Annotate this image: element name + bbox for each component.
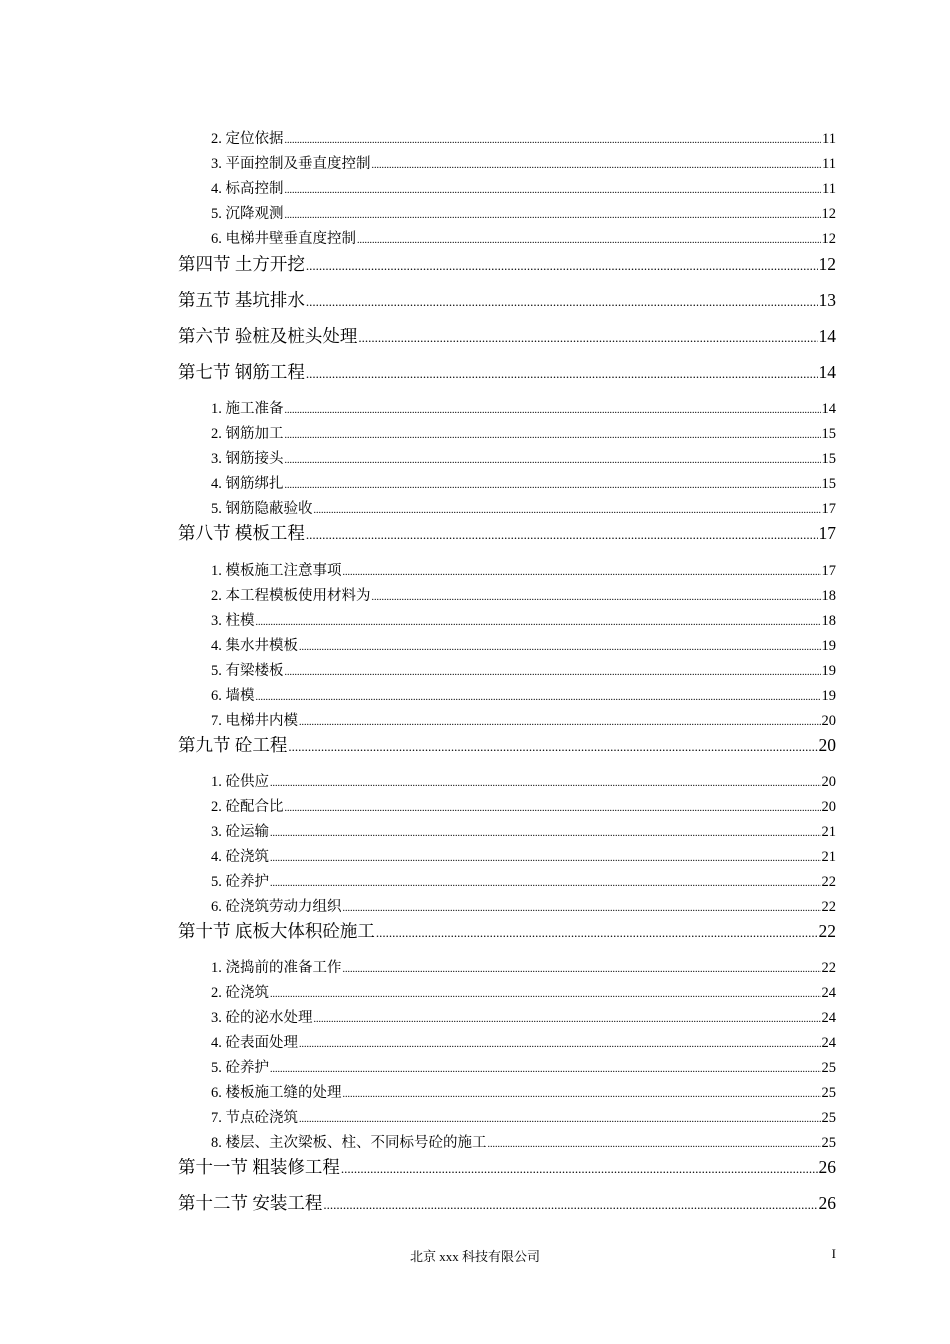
toc-entry-page: 24: [821, 1010, 836, 1026]
toc-dot-leader: [285, 206, 821, 223]
toc-dot-leader: [372, 156, 822, 173]
toc-sub-entry[interactable]: [211, 634, 836, 656]
toc-entry-title: 1. 浇捣前的准备工作: [211, 960, 342, 976]
toc-dot-leader: [285, 799, 821, 816]
toc-sub-entry[interactable]: [211, 770, 836, 792]
toc-section-entry[interactable]: [178, 323, 836, 349]
toc-entry-title: 第九节 砼工程: [178, 735, 288, 755]
toc-entry-page: 26: [818, 1193, 836, 1213]
toc-dot-leader: [285, 476, 821, 493]
toc-dot-leader: [270, 774, 821, 791]
toc-entry-page: 24: [821, 1035, 836, 1051]
footer-company: 北京 xxx 科技有限公司: [409, 1249, 540, 1264]
toc-sub-entry[interactable]: [211, 609, 836, 631]
toc-entry-page: 22: [821, 960, 836, 976]
toc-sub-entry[interactable]: [211, 709, 836, 731]
toc-entry-title: 3. 柱模: [211, 613, 255, 629]
toc-entry-title: 2. 钢筋加工: [211, 426, 284, 442]
toc-dot-leader: [357, 231, 821, 248]
toc-section-entry[interactable]: [178, 1154, 836, 1180]
toc-dot-leader: [285, 131, 822, 148]
toc-entry-page: 25: [821, 1060, 836, 1076]
toc-sub-entry[interactable]: [211, 845, 836, 867]
toc-sub-entry[interactable]: [211, 447, 836, 469]
toc-sub-entry[interactable]: [211, 1131, 836, 1153]
toc-entry-page: 22: [821, 874, 836, 890]
toc-sub-entry[interactable]: [211, 397, 836, 419]
toc-dot-leader: [299, 1110, 821, 1127]
toc-sub-entry[interactable]: [211, 870, 836, 892]
toc-entry-title: 6. 砼浇筑劳动力组织: [211, 899, 342, 915]
toc-dot-leader: [270, 849, 821, 866]
footer-page-number: I: [831, 1246, 836, 1261]
toc-dot-leader: [488, 1135, 821, 1152]
toc-sub-entry[interactable]: [211, 981, 836, 1003]
toc-entry-title: 7. 节点砼浇筑: [211, 1110, 298, 1126]
toc-entry-title: 6. 楼板施工缝的处理: [211, 1085, 342, 1101]
toc-dot-leader: [299, 713, 821, 730]
toc-dot-leader: [285, 426, 821, 443]
toc-entry-page: 21: [821, 824, 836, 840]
toc-entry-title: 3. 砼运输: [211, 824, 269, 840]
toc-entry-title: 第七节 钢筋工程: [178, 362, 305, 382]
toc-sub-entry[interactable]: [211, 177, 836, 199]
toc-sub-entry[interactable]: [211, 497, 836, 519]
toc-entry-page: 20: [821, 774, 836, 790]
toc-dot-leader: [270, 824, 821, 841]
toc-entry-page: 19: [821, 688, 836, 704]
toc-dot-leader: [299, 1035, 821, 1052]
toc-entry-page: 25: [821, 1135, 836, 1151]
toc-section-entry[interactable]: [178, 287, 836, 313]
toc-entry-page: 25: [821, 1110, 836, 1126]
toc-entry-page: 26: [818, 1157, 836, 1177]
toc-sub-entry[interactable]: [211, 227, 836, 249]
toc-entry-page: 21: [821, 849, 836, 865]
toc-entry-title: 4. 砼表面处理: [211, 1035, 298, 1051]
toc-entry-page: 18: [821, 613, 836, 629]
toc-dot-leader: [270, 874, 821, 891]
toc-entry-title: 4. 标高控制: [211, 181, 284, 197]
toc-dot-leader: [323, 1193, 817, 1214]
toc-dot-leader: [343, 960, 821, 977]
toc-entry-page: 20: [818, 735, 836, 755]
toc-sub-entry[interactable]: [211, 584, 836, 606]
toc-section-entry[interactable]: [178, 1190, 836, 1216]
toc-dot-leader: [372, 588, 821, 605]
toc-dot-leader: [288, 735, 817, 756]
toc-sub-entry[interactable]: [211, 152, 836, 174]
toc-entry-title: 6. 电梯井壁垂直度控制: [211, 231, 356, 247]
toc-entry-page: 17: [818, 523, 836, 543]
toc-dot-leader: [314, 1010, 821, 1027]
toc-entry-title: 2. 本工程模板使用材料为: [211, 588, 371, 604]
toc-entry-page: 12: [821, 231, 836, 247]
toc-entry-page: 20: [821, 713, 836, 729]
toc-entry-page: 19: [821, 638, 836, 654]
toc-sub-entry[interactable]: [211, 559, 836, 581]
toc-sub-entry[interactable]: [211, 202, 836, 224]
toc-sub-entry[interactable]: [211, 422, 836, 444]
toc-entry-title: 2. 定位依据: [211, 131, 284, 147]
toc-dot-leader: [299, 638, 821, 655]
toc-entry-title: 7. 电梯井内模: [211, 713, 298, 729]
toc-entry-title: 第十节 底板大体积砼施工: [178, 921, 375, 941]
toc-entry-page: 17: [821, 501, 836, 517]
toc-sub-entry[interactable]: [211, 1056, 836, 1078]
toc-entry-title: 1. 砼供应: [211, 774, 269, 790]
toc-entry-title: 8. 楼层、主次梁板、柱、不同标号砼的施工: [211, 1135, 487, 1151]
toc-entry-page: 11: [822, 181, 836, 197]
toc-dot-leader: [256, 613, 821, 630]
toc-sub-entry[interactable]: [211, 684, 836, 706]
toc-sub-entry[interactable]: [211, 956, 836, 978]
toc-entry-title: 4. 钢筋绑扎: [211, 476, 284, 492]
toc-sub-entry[interactable]: [211, 820, 836, 842]
toc-entry-title: 5. 沉降观测: [211, 206, 284, 222]
toc-entry-title: 2. 砼浇筑: [211, 985, 269, 1001]
toc-sub-entry[interactable]: [211, 1106, 836, 1128]
toc-sub-entry[interactable]: [211, 127, 836, 149]
toc-entry-page: 11: [822, 131, 836, 147]
toc-entry-page: 14: [818, 362, 836, 382]
toc-dot-leader: [343, 899, 821, 916]
toc-entry-page: 18: [821, 588, 836, 604]
toc-entry-title: 第十一节 粗装修工程: [178, 1157, 340, 1177]
toc-entry-title: 5. 有梁楼板: [211, 663, 284, 679]
toc-entry-title: 5. 砼养护: [211, 1060, 269, 1076]
toc-entry-title: 1. 施工准备: [211, 401, 284, 417]
toc-sub-entry[interactable]: [211, 895, 836, 917]
toc-entry-title: 第十二节 安装工程: [178, 1193, 323, 1213]
toc-entry-page: 12: [821, 206, 836, 222]
toc-entry-title: 3. 钢筋接头: [211, 451, 284, 467]
toc-dot-leader: [358, 326, 817, 347]
toc-sub-entry[interactable]: [211, 1031, 836, 1053]
toc-entry-title: 6. 墙模: [211, 688, 255, 704]
toc-entry-title: 3. 平面控制及垂直度控制: [211, 156, 371, 172]
toc-entry-title: 3. 砼的泌水处理: [211, 1010, 313, 1026]
toc-entry-page: 15: [821, 426, 836, 442]
toc-sub-entry[interactable]: [211, 472, 836, 494]
toc-dot-leader: [270, 1060, 821, 1077]
toc-dot-leader: [285, 401, 821, 418]
toc-entry-page: 15: [821, 451, 836, 467]
toc-entry-page: 19: [821, 663, 836, 679]
toc-section-entry[interactable]: [178, 918, 836, 944]
toc-entry-page: 14: [821, 401, 836, 417]
toc-dot-leader: [306, 362, 818, 383]
toc-dot-leader: [343, 1085, 821, 1102]
toc-entry-page: 25: [821, 1085, 836, 1101]
toc-entry-page: 15: [821, 476, 836, 492]
toc-dot-leader: [285, 451, 821, 468]
toc-section-entry[interactable]: [178, 359, 836, 385]
toc-sub-entry[interactable]: [211, 1006, 836, 1028]
toc-dot-leader: [314, 501, 821, 518]
toc-entry-page: 11: [822, 156, 836, 172]
toc-sub-entry[interactable]: [211, 659, 836, 681]
toc-dot-leader: [376, 921, 818, 942]
toc-entry-page: 14: [818, 326, 836, 346]
toc-section-entry[interactable]: [178, 251, 836, 277]
toc-entry-page: 22: [821, 899, 836, 915]
toc-dot-leader: [270, 985, 821, 1002]
toc-sub-entry[interactable]: [211, 795, 836, 817]
toc-dot-leader: [343, 563, 821, 580]
toc-entry-title: 1. 模板施工注意事项: [211, 563, 342, 579]
toc-entry-title: 5. 钢筋隐蔽验收: [211, 501, 313, 517]
toc-dot-leader: [306, 523, 818, 544]
toc-sub-entry[interactable]: [211, 1081, 836, 1103]
toc-entry-page: 12: [818, 254, 836, 274]
toc-entry-title: 5. 砼养护: [211, 874, 269, 890]
toc-entry-page: 13: [818, 290, 836, 310]
toc-entry-title: 第八节 模板工程: [178, 523, 305, 543]
toc-dot-leader: [306, 290, 818, 311]
toc-entry-title: 第六节 验桩及桩头处理: [178, 326, 358, 346]
toc-entry-title: 2. 砼配合比: [211, 799, 284, 815]
toc-entry-page: 17: [821, 563, 836, 579]
toc-entry-title: 第四节 土方开挖: [178, 254, 305, 274]
toc-entry-title: 4. 集水井模板: [211, 638, 298, 654]
toc-section-entry[interactable]: [178, 520, 836, 546]
toc-dot-leader: [285, 181, 822, 198]
toc-dot-leader: [341, 1157, 818, 1178]
toc-entry-title: 4. 砼浇筑: [211, 849, 269, 865]
toc-section-entry[interactable]: [178, 732, 836, 758]
toc-entry-page: 24: [821, 985, 836, 1001]
toc-entry-page: 22: [818, 921, 836, 941]
toc-dot-leader: [306, 254, 818, 275]
toc-entry-page: 20: [821, 799, 836, 815]
toc-dot-leader: [285, 663, 821, 680]
toc-entry-title: 第五节 基坑排水: [178, 290, 305, 310]
toc-dot-leader: [256, 688, 821, 705]
